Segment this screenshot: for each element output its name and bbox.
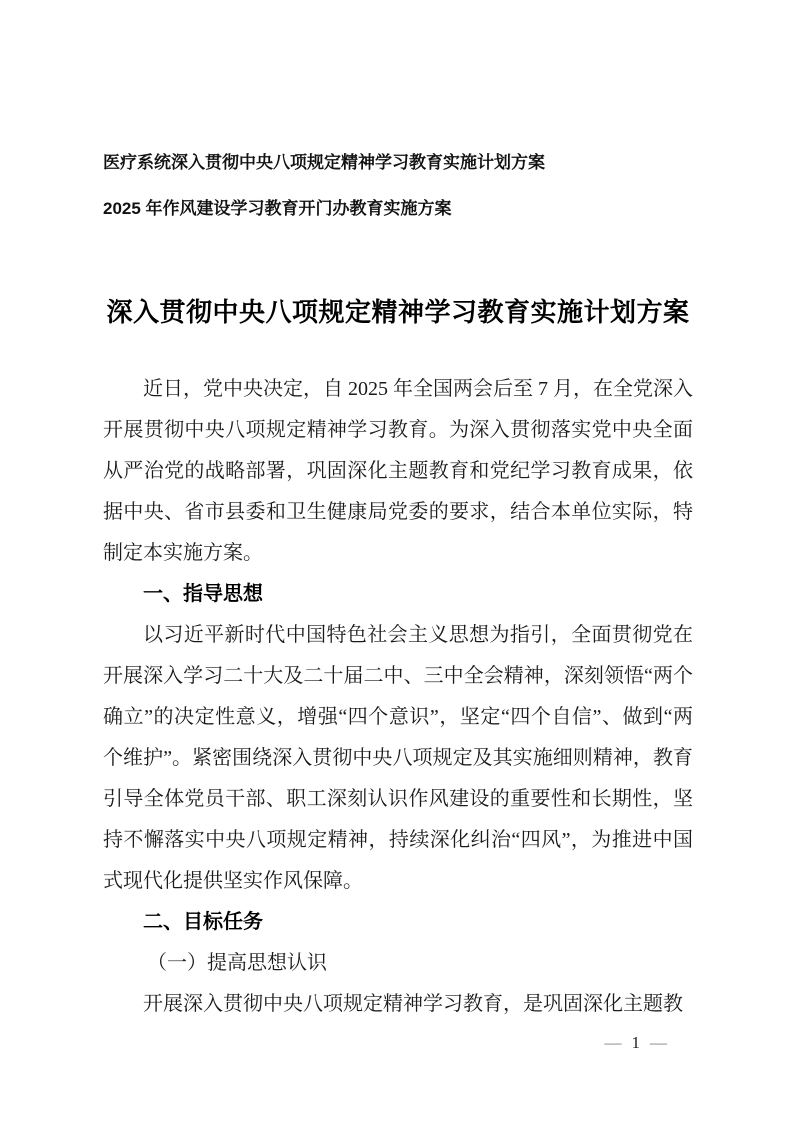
page-number-dash-right: — [650,1033,667,1052]
document-body [103,369,693,1025]
page-number [605,1032,668,1054]
document-header [103,140,693,232]
subheading-raise-awareness: （一）提高思想认识 [147,952,327,974]
header-line-2: 2025 年作风建设学习教育开门办教育实施方案 [103,199,452,218]
section-heading-goals-tasks: 二、目标任务 [143,911,263,933]
paragraph-intro: 近日，党中央决定，自 2025 年全国两会后至 7 月，在全党深入开展贯彻中央八项规定精神学习教育。为深入贯彻落实党中央全面从严治党的战略部署，巩固深化主题教育和党纪学习教育成果，依据中央、省市县委和卫生健康局党委的要求，结合本单位实际，特制定本实施方案。 [103,378,693,564]
page-number-value: 1 [631,1033,640,1052]
section-heading-guiding-ideology: 一、指导思想 [143,583,263,605]
paragraph-raise-awareness: 开展深入贯彻中央八项规定精神学习教育，是巩固深化主题教 [143,993,683,1015]
header-line-1: 医疗系统深入贯彻中央八项规定精神学习教育实施计划方案 [103,153,545,172]
paragraph-guiding-ideology: 以习近平新时代中国特色社会主义思想为指引，全面贯彻党在开展深入学习二十大及二十届二中、三中全会精神，深刻领悟“两个确立”的决定性意义，增强“四个意识”，坚定“四个自信”、做到“两个维护”。紧密围绕深入贯彻中央八项规定及其实施细则精神，教育引导全体党员干部、职工深刻认识作风建设的重要性和长期性，坚持不懈落实中央八项规定精神，持续深化纠治“四风”，为推进中国式现代化提供坚实作风保障。 [103,624,693,892]
document-title: 深入贯彻中央八项规定精神学习教育实施计划方案 [106,297,690,327]
page-number-dash-left: — [604,1033,622,1052]
